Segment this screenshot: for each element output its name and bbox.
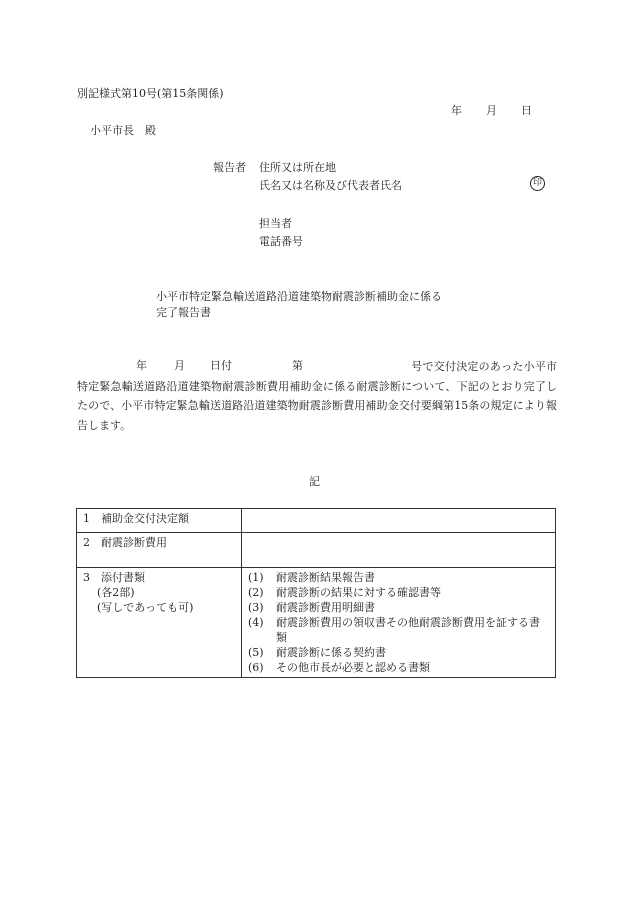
grant-amount-value[interactable]	[242, 509, 556, 533]
list-item: (4) 耐震診断費用の領収書その他耐震診断費用を証する書類	[248, 616, 540, 644]
date-month-label: 月	[486, 104, 497, 117]
list-item: (2) 耐震診断の結果に対する確認書等	[248, 586, 441, 599]
document-title-line2: 完了報告書	[156, 306, 211, 319]
addressee: 小平市長 殿	[90, 124, 156, 137]
grant-amount-label: 1 補助金交付決定額	[77, 509, 242, 533]
table-row	[77, 568, 556, 678]
seal-mark: 印	[530, 176, 545, 191]
phone-label: 電話番号	[259, 235, 303, 248]
date-day-label: 日	[521, 104, 532, 117]
form-number: 別記様式第10号(第15条関係)	[77, 87, 224, 100]
list-item: (6) その他市長が必要と認める書類	[248, 661, 430, 674]
body-year: 年	[136, 359, 147, 372]
report-table	[76, 508, 556, 678]
diagnosis-cost-value[interactable]	[242, 533, 556, 568]
date-year-label: 年	[451, 104, 462, 117]
table-row	[77, 533, 556, 568]
body-month: 月	[174, 359, 185, 372]
person-in-charge-label: 担当者	[259, 217, 292, 230]
reporter-label: 報告者	[213, 161, 246, 174]
body-paragraph	[77, 357, 557, 435]
table-row	[77, 509, 556, 533]
document-title-line1: 小平市特定緊急輸送道路沿道建築物耐震診断補助金に係る	[156, 290, 442, 303]
list-item: (5) 耐震診断に係る契約書	[248, 646, 386, 659]
attachments-cell	[77, 568, 242, 678]
list-item: (1) 耐震診断結果報告書	[248, 571, 375, 584]
attachments-label: 3 添付書類	[83, 571, 145, 584]
attachments-copy-note: (写しであっても可)	[97, 601, 194, 614]
attachments-list	[242, 568, 556, 678]
reporter-address-label: 住所又は所在地	[259, 161, 336, 174]
diagnosis-cost-label: 2 耐震診断費用	[77, 533, 242, 568]
list-item: (3) 耐震診断費用明細書	[248, 601, 375, 614]
body-dai: 第	[292, 359, 303, 372]
attachments-copies: (各2部)	[97, 586, 135, 599]
reporter-name-label: 氏名又は名称及び代表者氏名	[259, 179, 402, 192]
body-text: 号で交付決定のあった小平市特定緊急輸送道路沿道建築物耐震診断費用補助金に係る耐震診断について、下記のとおり完了したので、小平市特定緊急輸送道路沿道建築物耐震診断費用補助金交付要綱第15条の規定により報告します。	[77, 360, 557, 432]
body-day-issued: 日付	[210, 359, 232, 372]
ki-heading: 記	[309, 475, 320, 488]
